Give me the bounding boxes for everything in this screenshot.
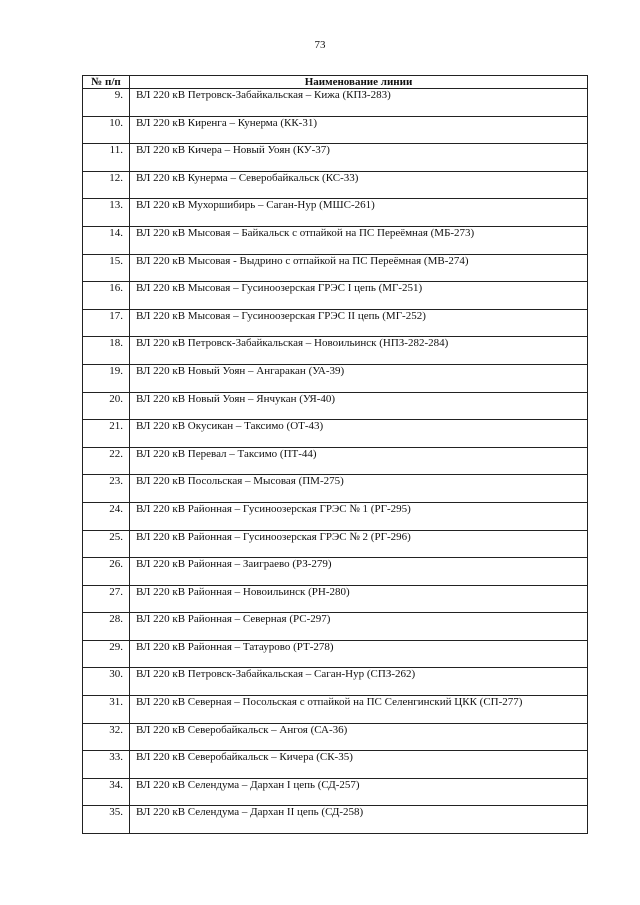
line-name: ВЛ 220 кВ Перевал – Таксимо (ПТ-44) — [130, 447, 588, 475]
line-name: ВЛ 220 кВ Селендума – Дархан II цепь (СД-258) — [130, 806, 588, 834]
line-name: ВЛ 220 кВ Кунерма – Северобайкальск (КС-33) — [130, 171, 588, 199]
table-row — [83, 668, 588, 696]
table-row — [83, 116, 588, 144]
table-body — [83, 89, 588, 834]
row-number: 19. — [83, 364, 130, 392]
row-number: 9. — [83, 89, 130, 117]
table-row — [83, 558, 588, 586]
table-row — [83, 282, 588, 310]
row-number: 26. — [83, 558, 130, 586]
line-name: ВЛ 220 кВ Мысовая – Гусиноозерская ГРЭС I цепь (МГ-251) — [130, 282, 588, 310]
table-row — [83, 254, 588, 282]
row-number: 30. — [83, 668, 130, 696]
table-row — [83, 475, 588, 503]
table-header-row — [83, 76, 588, 89]
row-number: 10. — [83, 116, 130, 144]
table-row — [83, 392, 588, 420]
line-name: ВЛ 220 кВ Северобайкальск – Ангоя (СА-36) — [130, 723, 588, 751]
table-row — [83, 585, 588, 613]
line-name: ВЛ 220 кВ Петровск-Забайкальская – Саган-Нур (СПЗ-262) — [130, 668, 588, 696]
table-row — [83, 723, 588, 751]
table-row — [83, 502, 588, 530]
line-name: ВЛ 220 кВ Мысовая – Гусиноозерская ГРЭС II цепь (МГ-252) — [130, 309, 588, 337]
table-row — [83, 420, 588, 448]
table-row — [83, 89, 588, 117]
row-number: 11. — [83, 144, 130, 172]
row-number: 20. — [83, 392, 130, 420]
table-row — [83, 364, 588, 392]
line-name: ВЛ 220 кВ Новый Уоян – Янчукан (УЯ-40) — [130, 392, 588, 420]
line-name: ВЛ 220 кВ Посольская – Мысовая (ПМ-275) — [130, 475, 588, 503]
row-number: 31. — [83, 696, 130, 724]
row-number: 33. — [83, 751, 130, 779]
row-number: 32. — [83, 723, 130, 751]
line-name: ВЛ 220 кВ Окусикан – Таксимо (ОТ-43) — [130, 420, 588, 448]
line-name: ВЛ 220 кВ Кичера – Новый Уоян (КУ-37) — [130, 144, 588, 172]
header-num: № п/п — [83, 76, 130, 89]
line-name: ВЛ 220 кВ Районная – Гусиноозерская ГРЭС № 1 (РГ-295) — [130, 502, 588, 530]
row-number: 22. — [83, 447, 130, 475]
line-name: ВЛ 220 кВ Мухоршибирь – Саган-Нур (МШС-261) — [130, 199, 588, 227]
table-row — [83, 337, 588, 365]
table-row — [83, 778, 588, 806]
row-number: 16. — [83, 282, 130, 310]
table-row — [83, 447, 588, 475]
line-name: ВЛ 220 кВ Районная – Северная (РС-297) — [130, 613, 588, 641]
row-number: 29. — [83, 640, 130, 668]
row-number: 12. — [83, 171, 130, 199]
row-number: 23. — [83, 475, 130, 503]
row-number: 25. — [83, 530, 130, 558]
table-row — [83, 806, 588, 834]
line-name: ВЛ 220 кВ Мысовая - Выдрино с отпайкой на ПС Переёмная (МВ-274) — [130, 254, 588, 282]
table-row — [83, 144, 588, 172]
row-number: 27. — [83, 585, 130, 613]
table-row — [83, 226, 588, 254]
line-name: ВЛ 220 кВ Районная – Татаурово (РТ-278) — [130, 640, 588, 668]
row-number: 35. — [83, 806, 130, 834]
power-lines-table — [82, 75, 588, 834]
row-number: 24. — [83, 502, 130, 530]
line-name: ВЛ 220 кВ Районная – Заиграево (РЗ-279) — [130, 558, 588, 586]
line-name: ВЛ 220 кВ Северная – Посольская с отпайкой на ПС Селенгинский ЦКК (СП-277) — [130, 696, 588, 724]
table-row — [83, 751, 588, 779]
table-row — [83, 309, 588, 337]
row-number: 21. — [83, 420, 130, 448]
row-number: 18. — [83, 337, 130, 365]
row-number: 34. — [83, 778, 130, 806]
table-row — [83, 530, 588, 558]
row-number: 28. — [83, 613, 130, 641]
line-name: ВЛ 220 кВ Мысовая – Байкальск с отпайкой на ПС Переёмная (МБ-273) — [130, 226, 588, 254]
page-number: 73 — [314, 39, 326, 51]
line-name: ВЛ 220 кВ Петровск-Забайкальская – Кижа (КПЗ-283) — [130, 89, 588, 117]
line-name: ВЛ 220 кВ Киренга – Кунерма (КК-31) — [130, 116, 588, 144]
row-number: 13. — [83, 199, 130, 227]
header-name: Наименование линии — [130, 76, 588, 89]
table-row — [83, 199, 588, 227]
table-row — [83, 696, 588, 724]
row-number: 15. — [83, 254, 130, 282]
line-name: ВЛ 220 кВ Петровск-Забайкальская – Новоильинск (НПЗ-282-284) — [130, 337, 588, 365]
table-row — [83, 613, 588, 641]
row-number: 17. — [83, 309, 130, 337]
line-name: ВЛ 220 кВ Районная – Новоильинск (РН-280) — [130, 585, 588, 613]
row-number: 14. — [83, 226, 130, 254]
line-name: ВЛ 220 кВ Районная – Гусиноозерская ГРЭС № 2 (РГ-296) — [130, 530, 588, 558]
table-row — [83, 171, 588, 199]
line-name: ВЛ 220 кВ Северобайкальск – Кичера (СК-35) — [130, 751, 588, 779]
table-row — [83, 640, 588, 668]
line-name: ВЛ 220 кВ Селендума – Дархан I цепь (СД-257) — [130, 778, 588, 806]
line-name: ВЛ 220 кВ Новый Уоян – Ангаракан (УА-39) — [130, 364, 588, 392]
